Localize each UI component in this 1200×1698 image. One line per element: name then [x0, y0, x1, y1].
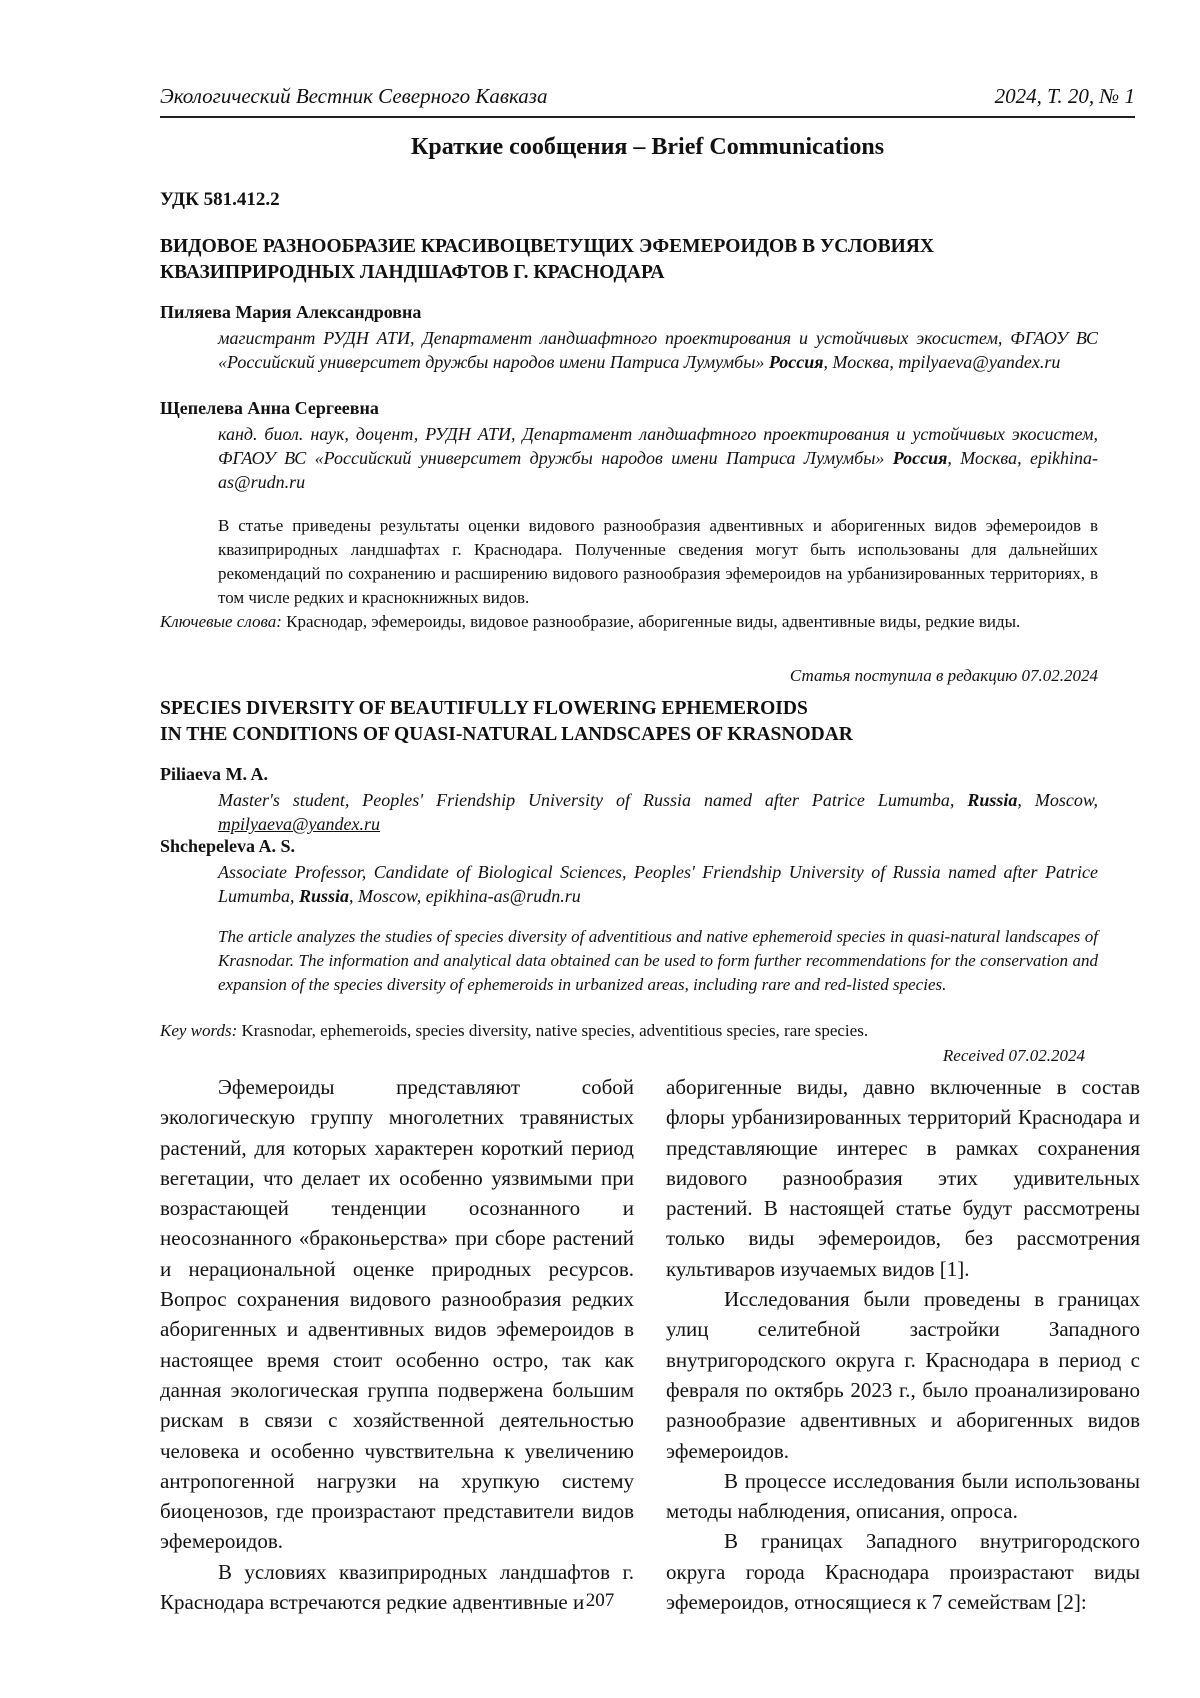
- section-title: Краткие сообщения – Brief Communications: [410, 134, 885, 160]
- author-1-name-ru: Пиляева Мария Александровна: [160, 302, 422, 322]
- body-paragraph: В процессе исследования были использованы методы наблюдения, описания, опроса.: [666, 1468, 1140, 1524]
- running-header: [160, 84, 1135, 118]
- affiliation-contact: , Moscow,: [1017, 790, 1098, 810]
- author-2-name-en: Shchepeleva A. S.: [160, 836, 296, 856]
- body-paragraph: аборигенные виды, давно включенные в состав флоры урбанизированных территорий Краснодара и представляющие интерес в рамках сохранения видового разнообразия этих удивительных растений. В настоящей статье будут рассмотрены только виды эфемероидов, без рассмотрения культиваров изучаемых видов [1].: [666, 1075, 1140, 1281]
- affiliation-text: Master's student, Peoples' Friendship University of Russia named after Patrice Lumumba,: [218, 790, 968, 810]
- author-email-link[interactable]: mpilyaeva@yandex.ru: [218, 814, 380, 834]
- article-title-ru: [160, 234, 1120, 286]
- country: Россия: [768, 352, 824, 372]
- keywords-en: [160, 1019, 1098, 1043]
- body-column-right: [666, 1072, 1140, 1617]
- keywords-label-ru: Ключевые слова:: [160, 612, 282, 631]
- keywords-list-en: Krasnodar, ephemeroids, species diversity, native species, adventitious species, rare species.: [237, 1021, 869, 1040]
- affiliation-text: Associate Professor, Candidate of Biological Sciences, Peoples' Friendship University of Russia named after Patrice Lumumba,: [218, 862, 1098, 906]
- title-ru-line-1: ВИДОВОЕ РАЗНООБРАЗИЕ КРАСИВОЦВЕТУЩИХ ЭФЕМЕРОИДОВ В УСЛОВИЯХ: [160, 236, 934, 257]
- body-paragraph: В границах Западного внутригородского округа города Краснодара произрастают виды эфемероидов, относящиеся к 7 семействам [2]:: [666, 1529, 1140, 1615]
- affiliation-contact: , Moscow, epikhina-as@rudn.ru: [349, 886, 581, 906]
- author-2-affiliation-en: [218, 860, 1098, 908]
- article-title-en: [160, 696, 1120, 748]
- title-ru-line-2: КВАЗИПРИРОДНЫХ ЛАНДШАФТОВ Г. КРАСНОДАРА: [160, 262, 665, 283]
- country: Russia: [967, 790, 1018, 810]
- body-column-left: [160, 1072, 634, 1617]
- country: Россия: [892, 448, 948, 468]
- body-paragraph: Эфемероиды представляют собой экологическую группу многолетних травянистых растений, для которых характерен короткий период вегетации, что делает их особенно уязвимыми при возрастающей тенденции осознанного и неосознанного «браконьерства» при сборе растений и нерациональной оценке природных ресурсов. Вопрос сохранения видового разнообразия редких аборигенных и адвентивных видов эфемероидов в настоящее время стоит особенно остро, так как данная экологическая группа подвержена большим рискам в связи с хозяйственной деятельностью человека и особенно чувствительна к увеличению антропогенной нагрузки на хрупкую систему биоценозов, где произрастают представители видов эфемероидов.: [160, 1075, 634, 1554]
- affiliation-contact: , Москва, mpilyaeva@yandex.ru: [823, 352, 1061, 372]
- received-date-en: Received 07.02.2024: [942, 1046, 1085, 1065]
- udk-code: УДК 581.412.2: [160, 189, 280, 210]
- journal-name: Экологический Вестник Северного Кавказа: [160, 84, 548, 108]
- country: Russia: [299, 886, 350, 906]
- author-1-affiliation-en: [218, 788, 1098, 836]
- author-2-affiliation-ru: [218, 422, 1098, 494]
- author-2-name-ru: Щепелева Анна Сергеевна: [160, 398, 379, 418]
- author-1-name-en: Piliaeva M. A.: [160, 764, 268, 784]
- issue-info: 2024, Т. 20, № 1: [994, 84, 1135, 108]
- keywords-label-en: Key words:: [160, 1021, 238, 1040]
- body-paragraph: В условиях квазиприродных ландшафтов г. Краснодара встречаются редкие адвентивные и: [160, 1559, 634, 1615]
- keywords-list-ru: Краснодар, эфемероиды, видовое разнообразие, аборигенные виды, адвентивные виды, редкие виды.: [281, 612, 1021, 631]
- title-en-line-2: IN THE CONDITIONS OF QUASI-NATURAL LANDSCAPES OF KRASNODAR: [160, 724, 853, 745]
- author-1-affiliation-ru: [218, 326, 1098, 374]
- affiliation-text: магистрант РУДН АТИ, Департамент ландшафтного проектирования и устойчивых экосистем, ФГАОУ ВС «Российский университет дружбы народов имени Патриса Лумумбы»: [218, 328, 1098, 372]
- received-date-ru: Статья поступила в редакцию 07.02.2024: [789, 666, 1098, 685]
- abstract-ru: В статье приведены результаты оценки видового разнообразия адвентивных и аборигенных видов эфемероидов в квазиприродных ландшафтах г. Краснодара. Полученные сведения могут быть использованы для дальнейших рекомендаций по сохранению и расширению видового разнообразия эфемероидов на урбанизированных территориях, в том числе редких и краснокнижных видов.: [218, 516, 1098, 607]
- title-en-line-1: SPECIES DIVERSITY OF BEAUTIFULLY FLOWERING EPHEMEROIDS: [160, 698, 808, 719]
- page-number: 207: [585, 1590, 615, 1611]
- affiliation-text: канд. биол. наук, доцент, РУДН АТИ, Департамент ландшафтного проектирования и устойчивых экосистем, ФГАОУ ВС «Российский университет дружбы народов имени Патриса Лумумбы»: [218, 424, 1098, 468]
- abstract-en: The article analyzes the studies of species diversity of adventitious and native ephemeroid species in quasi-natural landscapes of Krasnodar. The information and analytical data obtained can be used to form further recommendations for the conservation and expansion of the species diversity of ephemeroids in urbanized areas, including rare and red-listed species.: [218, 927, 1098, 994]
- affiliation-contact: , Москва, epikhina-as@rudn.ru: [218, 448, 1098, 492]
- body-paragraph: Исследования были проведены в границах улиц селитебной застройки Западного внутригородского округа г. Краснодара в период с февраля по октябрь 2023 г., было проанализировано разнообразие адвентивных и аборигенных видов эфемероидов.: [666, 1287, 1140, 1463]
- keywords-ru: [160, 610, 1098, 634]
